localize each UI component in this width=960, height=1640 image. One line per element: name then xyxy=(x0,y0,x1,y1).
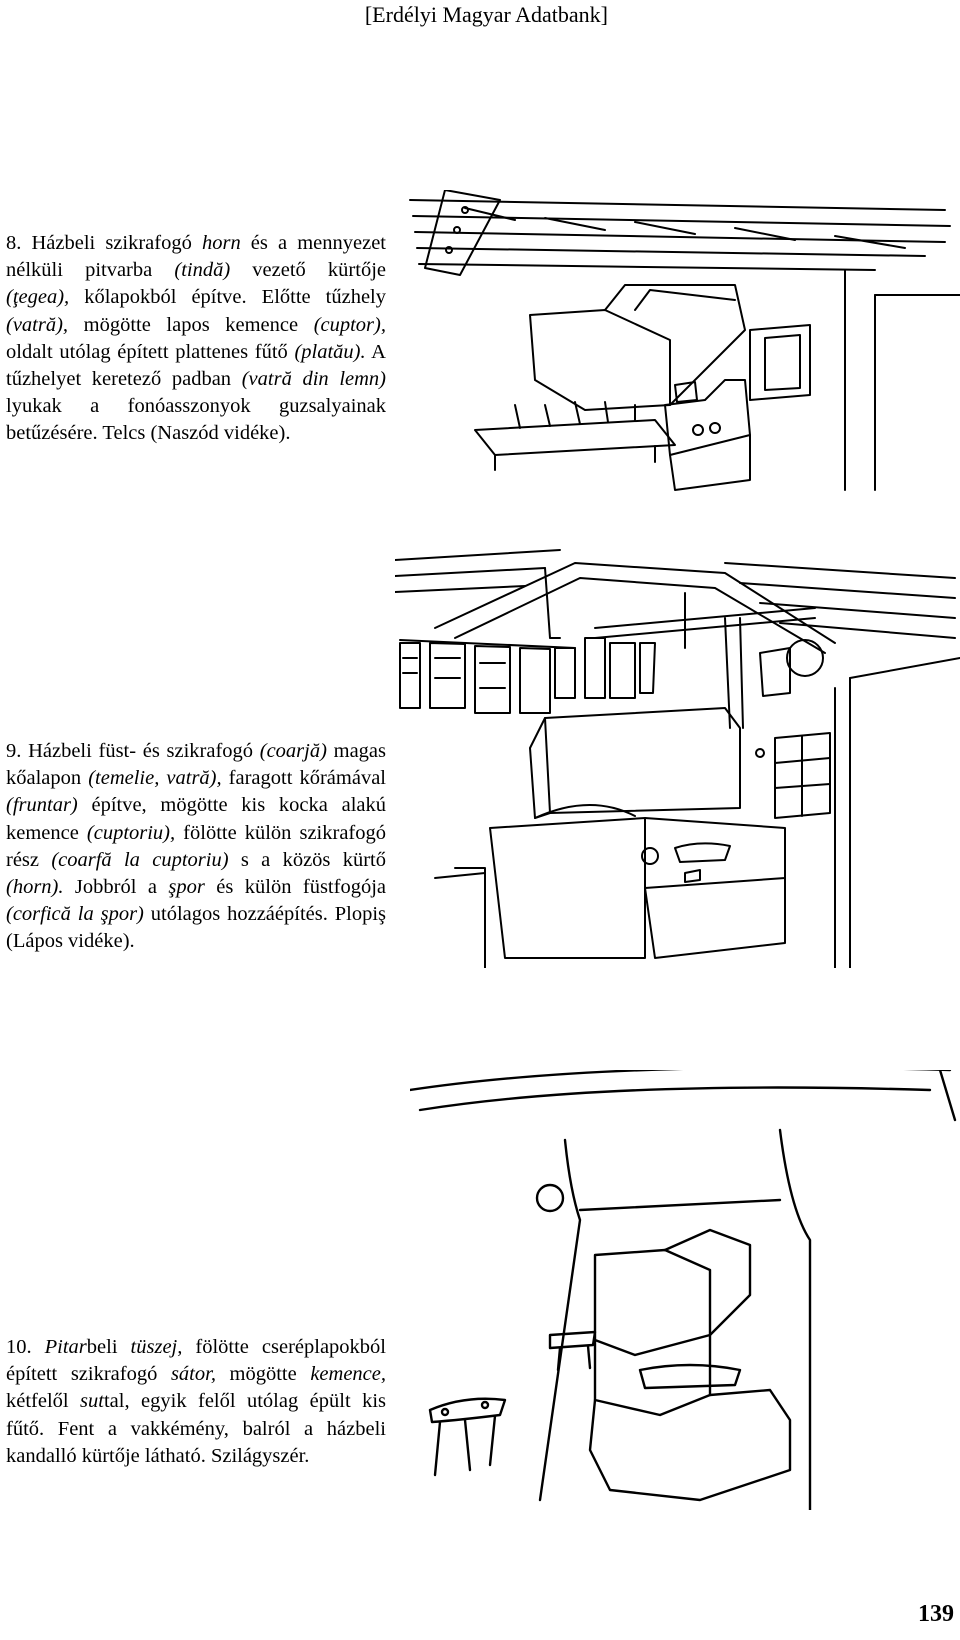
caption-term: (temelie, vatră), xyxy=(88,767,222,790)
figure-10-illustration xyxy=(410,1070,960,1510)
caption-figure-10 xyxy=(6,1334,386,1470)
caption-text: Házbeli füst- és szikrafogó xyxy=(21,740,260,762)
caption-text: fölötte külön szikrafogó rész xyxy=(6,821,387,871)
caption-text: fölötte cseréplapokból épített szikrafogó xyxy=(6,1336,386,1386)
caption-text: lyukak a fonóasszonyok guzsalyainak betűzésére. Telcs (Naszód vidéke). xyxy=(6,395,386,445)
caption-term: (fruntar) xyxy=(6,794,78,817)
page-header: [Erdélyi Magyar Adatbank] xyxy=(364,2,608,27)
caption-term: tüszej, xyxy=(130,1336,183,1358)
caption-term: (cuptoriu), xyxy=(86,821,176,844)
caption-text: mögötte xyxy=(215,1363,311,1386)
caption-text: vezető kürtője xyxy=(230,259,386,282)
caption-term: sut xyxy=(80,1390,104,1413)
caption-text: magas kőalapon xyxy=(6,740,386,790)
caption-term: (ţegea), xyxy=(6,286,70,309)
caption-text: és külön füstfogója xyxy=(204,876,386,899)
caption-figure-8 xyxy=(6,230,386,448)
caption-text: oldalt utólag épített plattenes fűtő xyxy=(6,340,295,363)
caption-term: sátor, xyxy=(170,1363,216,1386)
caption-term: (cuptor), xyxy=(313,313,386,336)
caption-number: 9. xyxy=(6,740,22,762)
caption-text: s a közös kürtő xyxy=(228,848,386,871)
caption-term: (corfică la şpor) xyxy=(6,903,144,926)
caption-text: faragott kőrámával xyxy=(221,767,386,790)
page-number: 139 xyxy=(918,1601,954,1627)
caption-text: A tűzhelyet keretező padban xyxy=(6,340,386,391)
caption-text: utólagos hozzáépítés. Plopiş (Lápos vidéke). xyxy=(6,903,387,953)
caption-text xyxy=(32,1336,45,1358)
caption-text: kőlapokból építve. Előtte tűzhely xyxy=(69,286,386,309)
caption-term: (coarfă la cuptoriu) xyxy=(51,848,229,871)
caption-term: (horn). xyxy=(6,876,64,899)
caption-number: 10. xyxy=(6,1336,32,1358)
caption-text: mögötte lapos kemence xyxy=(68,313,314,336)
caption-text: és a mennyezet nélküli pitvarba xyxy=(6,232,386,282)
caption-term: (vatră din lemn) xyxy=(241,368,386,391)
caption-term: kemence, xyxy=(310,1363,386,1386)
caption-text: beli xyxy=(86,1336,131,1358)
caption-term: (platău). xyxy=(294,340,366,363)
figure-8-illustration xyxy=(405,190,960,520)
caption-term: (tindă) xyxy=(174,259,231,282)
caption-text: kétfelől xyxy=(6,1390,81,1413)
caption-text: építve, mögötte kis kocka alakú kemence xyxy=(6,794,386,844)
caption-term: şpor xyxy=(168,876,205,899)
figure-9-illustration xyxy=(395,548,960,968)
caption-figure-9 xyxy=(6,738,386,956)
caption-term: horn xyxy=(201,232,241,254)
caption-term: (vatră), xyxy=(6,313,69,336)
caption-text: Jobbról a xyxy=(63,876,169,899)
caption-term: Pitar xyxy=(44,1336,87,1358)
caption-text: Házbeli szikrafogó xyxy=(21,232,202,254)
caption-term: (coarjă) xyxy=(259,740,327,762)
caption-text: tal, egyik felől utólag épült kis fűtő. Fent a vakkémény, balról a házbeli kandalló kürtője látható. Szilágyszér. xyxy=(6,1390,386,1467)
caption-number: 8. xyxy=(6,232,22,254)
